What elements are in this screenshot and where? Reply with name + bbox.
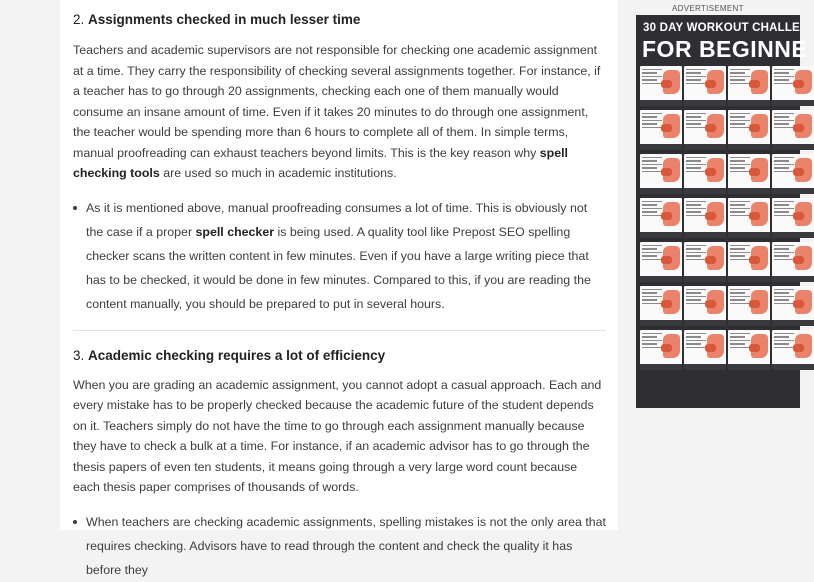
exercise-figure-icon xyxy=(661,124,672,132)
spell-checker-link[interactable]: spell checker xyxy=(195,224,275,239)
exercise-figure-icon xyxy=(661,168,672,176)
exercise-figure-icon xyxy=(705,212,716,220)
exercise-text-lines xyxy=(730,245,750,262)
day-strip xyxy=(640,364,682,370)
day-strip xyxy=(772,232,814,238)
exercise-text-lines xyxy=(686,333,706,350)
section-number: 3. xyxy=(73,347,85,363)
exercise-grid xyxy=(640,66,812,370)
divider xyxy=(73,330,606,331)
exercise-figure-icon xyxy=(705,168,716,176)
day-strip xyxy=(728,188,770,194)
workout-ad-banner[interactable] xyxy=(636,15,808,408)
day-strip xyxy=(640,188,682,194)
list-item-text: is being used. A quality tool like Prepost SEO spelling checker scans the written content in few minutes. Even if you have a large writing piece that has to be checked, it would be done in few minutes. Compared to this, if you are reading the content manually, you should be prepared to put in several hours. xyxy=(86,224,591,311)
exercise-tile xyxy=(640,198,682,238)
exercise-text-lines xyxy=(730,69,750,86)
exercise-tile xyxy=(728,286,770,326)
list-item-text: When teachers are checking academic assignments, spelling mistakes is not the only area that requires checking. Advisors have to read through the content and check the quality it has before they xyxy=(86,514,606,577)
exercise-figure-icon xyxy=(749,344,760,352)
day-strip xyxy=(640,232,682,238)
section-heading xyxy=(73,8,606,32)
exercise-text-lines xyxy=(642,69,662,86)
exercise-figure-icon xyxy=(793,80,804,88)
exercise-tile xyxy=(684,330,726,370)
exercise-text-lines xyxy=(730,289,750,306)
exercise-text-lines xyxy=(686,157,706,174)
exercise-text-lines xyxy=(642,113,662,130)
section-number: 2. xyxy=(73,12,85,27)
day-strip xyxy=(728,232,770,238)
exercise-figure-icon xyxy=(793,256,804,264)
day-strip xyxy=(684,232,726,238)
exercise-figure-icon xyxy=(705,344,716,352)
paragraph: When you are grading an academic assignment, you cannot adopt a casual approach. Each and every mistake has to be properly checked because the academic future of the student depends on it. Teachers simply do not have the time to go through each assignment manually because they have to check a bulk at a time. For instance, if an academic advisor has to go through the thesis papers of even ten students, it means going through a very large word count because each thesis paper comprises of thousands of words. xyxy=(73,377,602,494)
exercise-tile xyxy=(640,154,682,194)
exercise-text-lines xyxy=(774,245,794,262)
exercise-tile xyxy=(728,330,770,370)
exercise-tile xyxy=(728,66,770,106)
day-strip xyxy=(772,364,814,370)
day-strip xyxy=(684,188,726,194)
exercise-tile xyxy=(684,242,726,282)
day-strip xyxy=(728,100,770,106)
exercise-figure-icon xyxy=(661,80,672,88)
exercise-tile xyxy=(640,66,682,106)
section-title: Academic checking requires a lot of efficiency xyxy=(88,347,386,363)
exercise-text-lines xyxy=(730,201,750,218)
section-title: Assignments checked in much lesser time xyxy=(88,12,361,27)
article-content xyxy=(60,0,618,577)
exercise-text-lines xyxy=(686,113,706,130)
list-item xyxy=(86,510,606,582)
exercise-figure-icon xyxy=(749,256,760,264)
exercise-figure-icon xyxy=(705,80,716,88)
exercise-figure-icon xyxy=(705,124,716,132)
day-strip xyxy=(684,276,726,282)
exercise-tile xyxy=(772,286,814,326)
exercise-text-lines xyxy=(730,113,750,130)
paragraph xyxy=(73,40,606,184)
exercise-text-lines xyxy=(686,289,706,306)
ad-title-line2: FOR BEGINNE xyxy=(642,36,808,62)
exercise-tile xyxy=(640,242,682,282)
exercise-text-lines xyxy=(686,201,706,218)
exercise-tile xyxy=(684,286,726,326)
exercise-figure-icon xyxy=(705,256,716,264)
exercise-figure-icon xyxy=(793,124,804,132)
day-strip xyxy=(728,276,770,282)
exercise-tile xyxy=(772,330,814,370)
exercise-text-lines xyxy=(686,245,706,262)
exercise-text-lines xyxy=(642,289,662,306)
list-item xyxy=(86,196,606,316)
exercise-tile xyxy=(772,242,814,282)
bullet-list xyxy=(73,196,606,316)
exercise-tile xyxy=(772,198,814,238)
exercise-text-lines xyxy=(642,245,662,262)
exercise-tile xyxy=(640,286,682,326)
exercise-text-lines xyxy=(774,289,794,306)
section-heading xyxy=(73,344,606,368)
exercise-tile xyxy=(728,110,770,150)
day-strip xyxy=(772,100,814,106)
exercise-figure-icon xyxy=(793,168,804,176)
day-strip xyxy=(640,100,682,106)
exercise-text-lines xyxy=(730,157,750,174)
exercise-figure-icon xyxy=(749,124,760,132)
exercise-figure-icon xyxy=(749,168,760,176)
exercise-figure-icon xyxy=(749,80,760,88)
day-strip xyxy=(728,144,770,150)
exercise-tile xyxy=(640,110,682,150)
ad-title-line1: 30 DAY WORKOUT CHALLE xyxy=(643,22,800,34)
day-strip xyxy=(772,320,814,326)
day-strip xyxy=(640,276,682,282)
exercise-tile xyxy=(728,242,770,282)
exercise-text-lines xyxy=(730,333,750,350)
exercise-text-lines xyxy=(642,157,662,174)
exercise-tile xyxy=(728,154,770,194)
advertisement-label: ADVERTISEMENT xyxy=(672,4,744,13)
exercise-text-lines xyxy=(774,333,794,350)
bullet-icon xyxy=(73,206,77,210)
exercise-figure-icon xyxy=(749,212,760,220)
exercise-text-lines xyxy=(642,201,662,218)
exercise-figure-icon xyxy=(661,256,672,264)
exercise-tile xyxy=(684,66,726,106)
day-strip xyxy=(684,364,726,370)
day-strip xyxy=(728,320,770,326)
day-strip xyxy=(640,320,682,326)
exercise-text-lines xyxy=(686,69,706,86)
exercise-figure-icon xyxy=(793,300,804,308)
exercise-tile xyxy=(772,66,814,106)
day-strip xyxy=(772,188,814,194)
day-strip xyxy=(772,144,814,150)
exercise-text-lines xyxy=(642,333,662,350)
day-strip xyxy=(684,144,726,150)
exercise-tile xyxy=(772,154,814,194)
day-strip xyxy=(728,364,770,370)
exercise-text-lines xyxy=(774,113,794,130)
exercise-figure-icon xyxy=(661,212,672,220)
exercise-tile xyxy=(684,198,726,238)
exercise-tile xyxy=(640,330,682,370)
exercise-figure-icon xyxy=(793,344,804,352)
exercise-figure-icon xyxy=(749,300,760,308)
day-strip xyxy=(772,276,814,282)
exercise-figure-icon xyxy=(793,212,804,220)
exercise-text-lines xyxy=(774,201,794,218)
exercise-tile xyxy=(772,110,814,150)
day-strip xyxy=(684,320,726,326)
bullet-icon xyxy=(73,520,77,524)
paragraph-text: are used so much in academic institutions. xyxy=(159,166,397,180)
spell-checking-tools-link[interactable]: spell checking tools xyxy=(73,145,568,180)
day-strip xyxy=(640,144,682,150)
exercise-text-lines xyxy=(774,157,794,174)
exercise-figure-icon xyxy=(661,344,672,352)
exercise-figure-icon xyxy=(661,300,672,308)
exercise-tile xyxy=(728,198,770,238)
exercise-tile xyxy=(684,154,726,194)
exercise-text-lines xyxy=(774,69,794,86)
exercise-tile xyxy=(684,110,726,150)
list-item-text: As it is mentioned above, manual proofreading consumes a lot of time. This is obviously not the case if a proper xyxy=(86,200,588,239)
day-strip xyxy=(684,100,726,106)
exercise-figure-icon xyxy=(705,300,716,308)
paragraph-text: Teachers and academic supervisors are not responsible for checking one academic assignment at a time. They carry the responsibility of checking several assignments together. For instance, if a teacher has to go through 20 assignments, checking each one of them manually would consume an insane amount of time. Even if it takes 20 minutes to do through one assignment, the teacher would be spending more than 6 hours to complete all of them. In simple terms, manual proofreading can exhaust teachers beyond limits. This is the key reason why xyxy=(73,43,601,160)
bullet-list xyxy=(73,510,606,582)
